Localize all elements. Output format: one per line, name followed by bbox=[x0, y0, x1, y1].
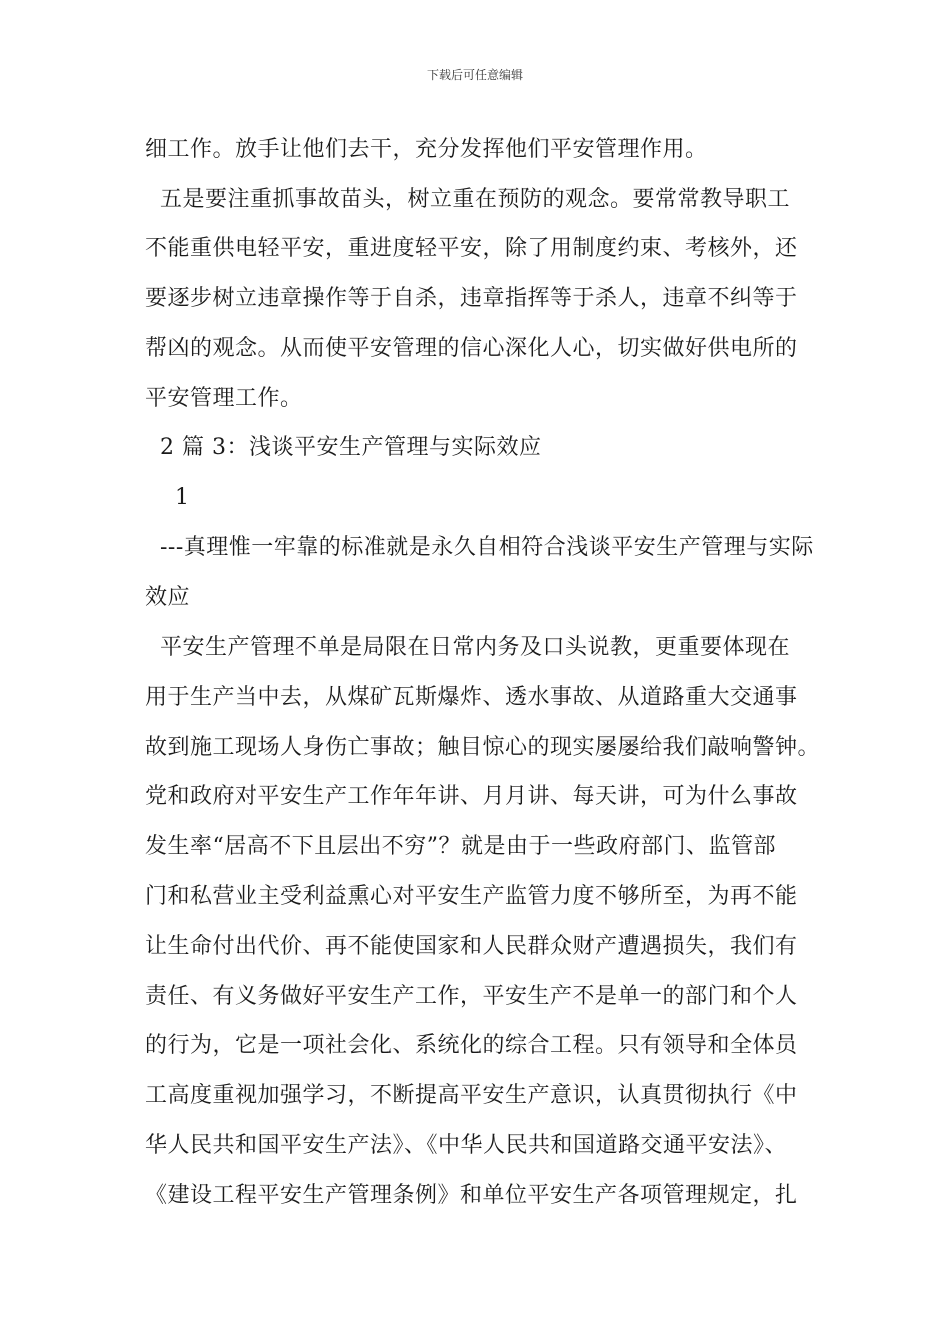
text-line: 让生命付出代价、再不能使国家和人民群众财产遭遇损失，我们有 bbox=[145, 934, 798, 959]
text-line: 故到施工现场人身伤亡事故；触目惊心的现实屡屡给我们敲响警钟。 bbox=[145, 735, 821, 760]
text-line: 平安管理工作。 bbox=[145, 386, 303, 411]
text-line: 《建设工程平安生产管理条例》和单位平安生产各项管理规定，扎 bbox=[145, 1183, 798, 1208]
text-line: 发生率“居高不下且层出不穷”？就是由于一些政府部门、监管部 bbox=[145, 834, 776, 859]
text-line: 细工作。放手让他们去干，充分发挥他们平安管理作用。 bbox=[145, 137, 708, 162]
text-line: 用于生产当中去，从煤矿瓦斯爆炸、透水事故、从道路重大交通事 bbox=[145, 685, 798, 710]
text-line: 帮凶的观念。从而使平安管理的信心深化人心，切实做好供电所的 bbox=[145, 336, 798, 361]
text-line: 责任、有义务做好平安生产工作，平安生产不是单一的部门和个人 bbox=[145, 984, 798, 1009]
text-line: 的行为，它是一项社会化、系统化的综合工程。只有领导和全体员 bbox=[145, 1033, 798, 1058]
text-line: 门和私营业主受利益熏心对平安生产监管力度不够所至，为再不能 bbox=[145, 884, 798, 909]
text-line: 平安生产管理不单是局限在日常内务及口头说教，更重要体现在 bbox=[145, 635, 790, 660]
text-line: 五是要注重抓事故苗头，树立重在预防的观念。要常常教导职工 bbox=[145, 187, 790, 212]
text-line: 工高度重视加强学习，不断提高平安生产意识，认真贯彻执行《中 bbox=[145, 1083, 798, 1108]
text-line: 党和政府对平安生产工作年年讲、月月讲、每天讲，可为什么事故 bbox=[145, 784, 798, 809]
section-heading: 2 篇 3：浅谈平安生产管理与实际效应 bbox=[145, 435, 542, 460]
text-line: 要逐步树立违章操作等于自杀，违章指挥等于杀人，违章不纠等于 bbox=[145, 286, 798, 311]
text-line: ---真理惟一牢靠的标准就是永久自相符合浅谈平安生产管理与实际 bbox=[145, 535, 814, 560]
text-line: 效应 bbox=[145, 585, 191, 610]
text-line: 不能重供电轻平安，重进度轻平安，除了用制度约束、考核外，还 bbox=[145, 236, 798, 261]
section-number: 1 bbox=[145, 485, 190, 510]
page-header: 下载后可任意编辑 bbox=[426, 68, 523, 82]
text-line: 华人民共和国平安生产法》、《中华人民共和国道路交通平安法》、 bbox=[145, 1133, 788, 1158]
